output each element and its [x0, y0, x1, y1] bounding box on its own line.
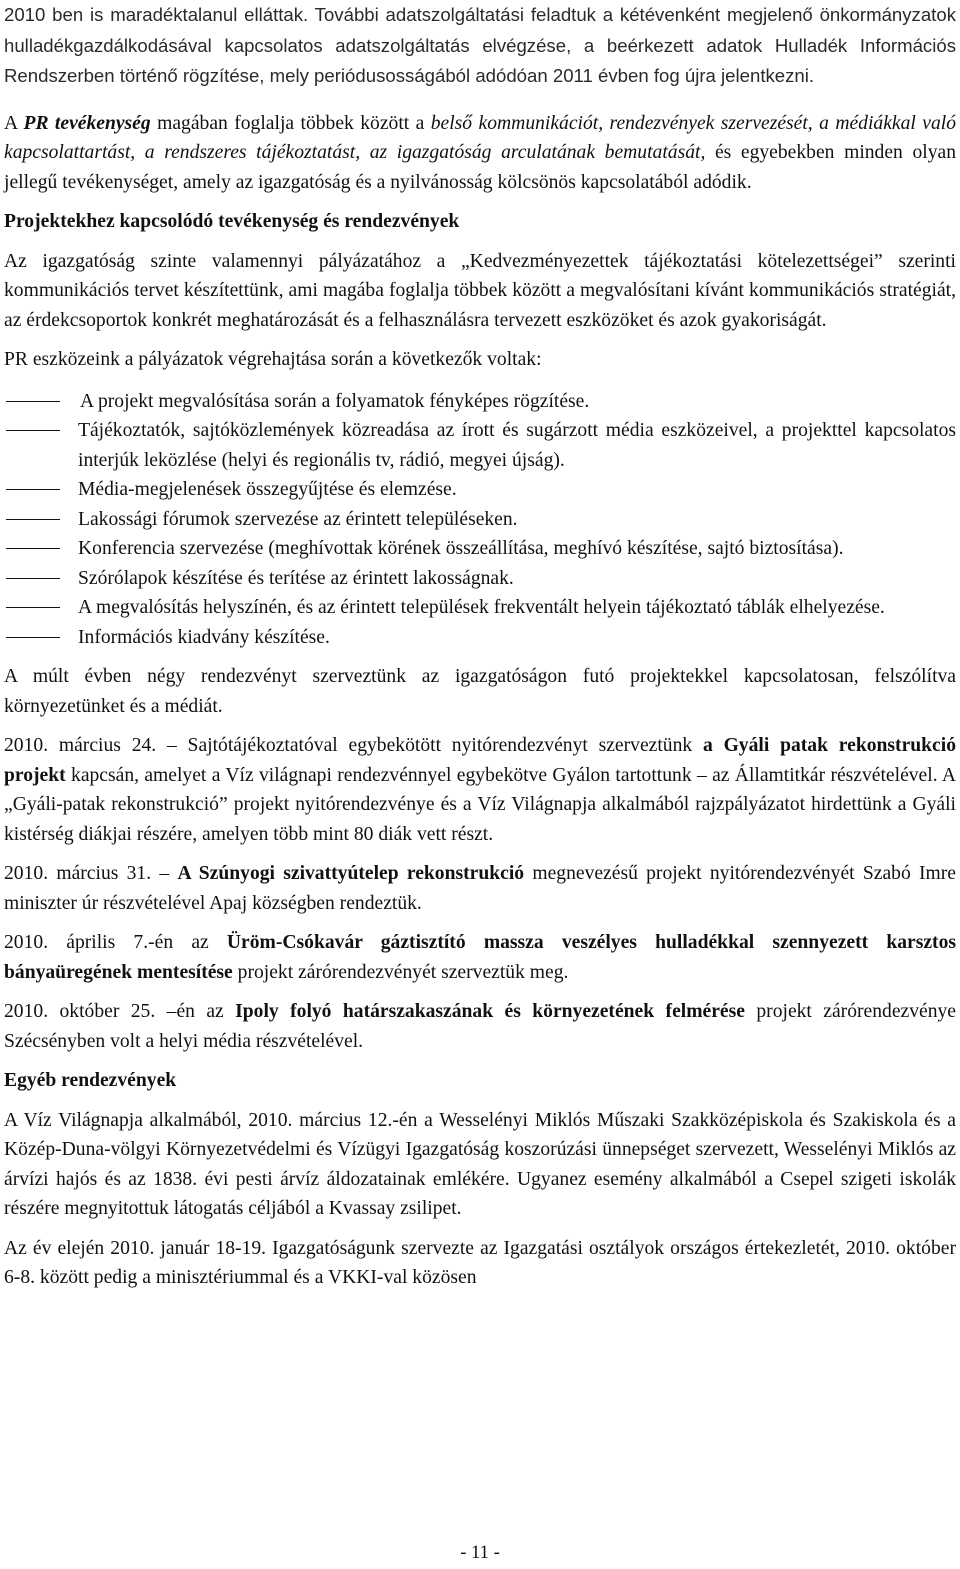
- event-project-name: Üröm-Csókavár gáztisztító massza veszélyes hulladékkal szennyezett karsztos bányaüregének mentesítése: [4, 932, 956, 983]
- list-item: Lakossági fórumok szervezése az érintett településeken.: [4, 505, 956, 535]
- pr-text-a: A: [4, 112, 24, 134]
- event-project-name: a Gyáli patak rekonstrukció projekt: [4, 735, 956, 786]
- paragraph-last: Az év elején 2010. január 18-19. Igazgatóságunk szervezte az Igazgatási osztályok országos értekezletét, 2010. október 6-8. között pedig a minisztériummal és a VKKI-val közösen: [4, 1237, 956, 1288]
- dash-bullet-icon: [6, 548, 60, 549]
- list-item: A megvalósítás helyszínén, és az érintett települések frekventált helyein tájékoztató táblák elhelyezése.: [4, 593, 956, 623]
- paragraph-pr-tools: PR eszközeink a pályázatok végrehajtása során a következők voltak:: [4, 349, 542, 370]
- pr-text-c: és egyebekben minden olyan jellegű tevékenységet, amely az igazgatóság és a nyilvánosság kölcsönös kapcsolatából adódik.: [4, 142, 956, 193]
- pr-tools-list: [4, 387, 956, 653]
- dash-bullet-icon: [6, 401, 60, 402]
- document-page: [4, 0, 956, 1293]
- dash-bullet-icon: [6, 489, 60, 490]
- list-item: A projekt megvalósítása során a folyamatok fényképes rögzítése.: [4, 387, 956, 417]
- paragraph-event-gyal: 2010. március 24. – Sajtótájékoztatóval egybekötött nyitórendezvényt szerveztünk a Gyáli patak rekonstrukció projekt kapcsán, amelyet a Víz világnapi rendezvénnyel egybekötve Gyálon tartottunk – az Államtitkár részvételével. A „Gyáli-patak rekonstrukció” projekt nyitórendezvénye és a Víz Világnapja alkalmából rajzpályázatot hirdettünk a Gyáli kistérség diákjai részére, amelyen több mint 80 diák vett részt.: [4, 735, 956, 845]
- paragraph-event-ipoly: 2010. október 25. –én az Ipoly folyó határszakaszának és környezetének felmérése projekt zárórendezvénye Szécsényben volt a helyi média részvételével.: [4, 1001, 956, 1052]
- paragraph-event-urom: 2010. április 7.-én az Üröm-Csókavár gáztisztító massza veszélyes hulladékkal szennyezett karsztos bányaüregének mentesítése projekt zárórendezvényét szerveztük meg.: [4, 932, 956, 983]
- list-item: Média-megjelenések összegyűjtése és elemzése.: [4, 475, 956, 505]
- dash-bullet-icon: [6, 637, 60, 638]
- paragraph-text: 2010 ben is maradéktalanul elláttak. További adatszolgáltatási feladtuk a kétévenként megjelenő önkormányzatok hulladékgazdálkodásával kapcsolatos adatszolgáltatás elvégzése, a beérkezett adatok Hulladék Információs Rendszerben történő rögzítése, mely periódusosságából adódóan 2011 évben fog újra jelentkezni.: [4, 4, 956, 86]
- dash-bullet-icon: [6, 578, 60, 579]
- paragraph-projects: Az igazgatóság szinte valamennyi pályázatához a „Kedvezményezettek tájékoztatási kötelezettségei” szerinti kommunikációs tervet készítettünk, ami magába foglalja többek között a megvalósítani kívánt kommunikációs stratégiát, az érdekcsoportok konkrét meghatározását és a felhasználásra tervezett eszközöket és azok gyakoriságát.: [4, 250, 956, 331]
- list-item: Konferencia szervezése (meghívottak körének összeállítása, meghívó készítése, sajtó biztosítása).: [4, 534, 956, 564]
- paragraph-events-intro: A múlt évben négy rendezvényt szerveztünk az igazgatóságon futó projektekkel kapcsolatosan, felszólítva környezetünket és a médiát.: [4, 666, 956, 717]
- paragraph-pr-activity: [4, 109, 956, 198]
- pr-items: belső kommunikációt, rendezvények szervezését, a médiákkal való kapcsolattartást, a rendszeres tájékoztatást, az igazgatóság arculatának bemutatását,: [4, 112, 956, 163]
- dash-bullet-icon: [6, 519, 60, 520]
- list-item: Szórólapok készítése és terítése az érintett lakosságnak.: [4, 564, 956, 594]
- page-number: - 11 -: [460, 1542, 500, 1563]
- heading-other-events: Egyéb rendezvények: [4, 1070, 177, 1091]
- heading-projects: Projektekhez kapcsolódó tevékenység és rendezvények: [4, 211, 460, 232]
- pr-term: PR tevékenység: [23, 112, 151, 134]
- dash-bullet-icon: [6, 607, 60, 608]
- paragraph-other-events: A Víz Világnapja alkalmából, 2010. március 12.-én a Wesselényi Miklós Műszaki Szakközépiskola és Szakiskola és a Közép-Duna-völgyi Környezetvédelmi és Vízügyi Igazgatóság koszorúzási ünnepséget szervezett, Wesselényi Miklós az árvízi hajós és az 1838. évi pesti árvíz áldozatainak emlékére. Ugyanez esemény alkalmából a Csepel szigeti iskolák részére megnyitottuk látogatás céljából a Kvassay zsilipet.: [4, 1109, 956, 1219]
- list-item: Tájékoztatók, sajtóközlemények közreadása az írott és sugárzott média eszközeivel, a projekttel kapcsolatos interjúk leközlése (helyi és regionális tv, rádió, megyei újság).: [4, 416, 956, 475]
- list-item: Információs kiadvány készítése.: [4, 623, 956, 653]
- paragraph-event-szunyog: 2010. március 31. – A Szúnyogi szivattyútelep rekonstrukció megnevezésű projekt nyitórendezvényét Szabó Imre miniszter úr részvételével Apaj községben rendeztük.: [4, 863, 956, 914]
- dash-bullet-icon: [6, 430, 60, 431]
- paragraph-data-services: [4, 0, 956, 92]
- pr-text-b: magában foglalja többek között a: [150, 112, 431, 134]
- event-project-name: Ipoly folyó határszakaszának és környezetének felmérése: [235, 1001, 745, 1022]
- event-project-name: A Szúnyogi szivattyútelep rekonstrukció: [177, 863, 525, 884]
